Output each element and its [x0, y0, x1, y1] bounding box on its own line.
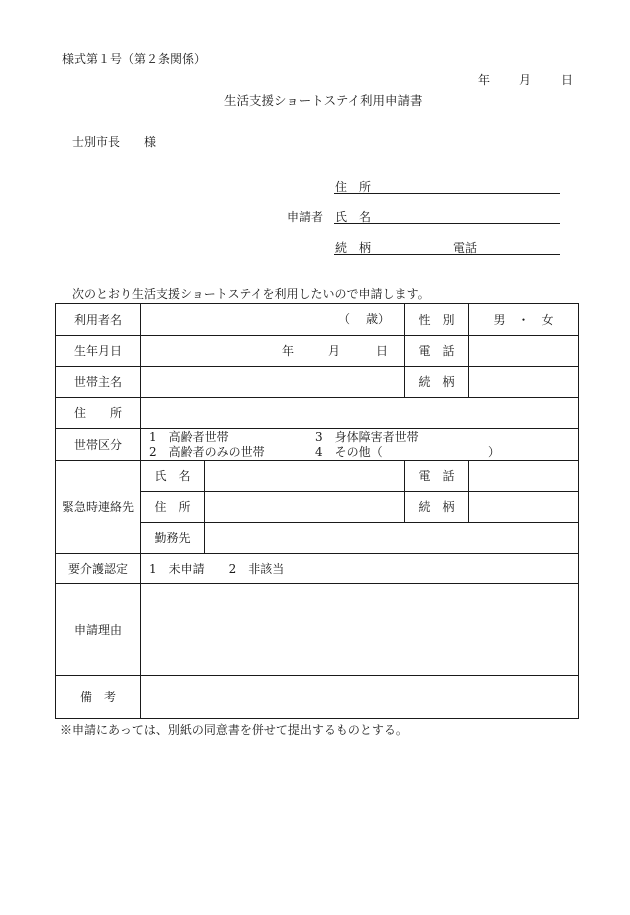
birth-month: 月: [328, 344, 341, 358]
row-emergency-name: [56, 461, 579, 492]
footnote: ※申請にあっては、別紙の同意書を併せて提出するものとする。: [60, 723, 408, 737]
remarks-label: 備 考: [56, 676, 141, 719]
row-remarks: [56, 676, 579, 719]
em-address-field[interactable]: [205, 492, 405, 523]
applicant-address-line[interactable]: [334, 193, 560, 194]
age-open: （: [338, 312, 351, 326]
household-option-4: 4 その他（: [315, 445, 383, 459]
em-phone-field[interactable]: [469, 461, 579, 492]
household-option-3: 3 身体障害者世帯: [315, 430, 419, 444]
phone-label: 電 話: [405, 336, 469, 367]
reason-label: 申請理由: [56, 584, 141, 676]
applicant-phone-label: 電話: [453, 241, 478, 255]
em-name-field[interactable]: [205, 461, 405, 492]
em-relation-field[interactable]: [469, 492, 579, 523]
householder-label: 世帯主名: [56, 367, 141, 398]
birth-field[interactable]: [141, 336, 405, 367]
row-care-cert: [56, 554, 579, 584]
row-address: [56, 398, 579, 429]
relation-label: 続 柄: [405, 367, 469, 398]
remarks-field[interactable]: [141, 676, 579, 719]
household-type-options[interactable]: [141, 429, 579, 461]
applicant-relation-phone-line[interactable]: [334, 254, 560, 255]
row-birth: [56, 336, 579, 367]
form-number: 様式第１号（第２条関係）: [62, 52, 207, 66]
applicant-label: 申請者: [287, 210, 324, 224]
care-cert-options[interactable]: 1 未申請 2 非該当: [141, 554, 579, 584]
em-work-field[interactable]: [205, 523, 579, 554]
household-type-label: 世帯区分: [56, 429, 141, 461]
user-name-label: 利用者名: [56, 304, 141, 336]
addressee: 士別市長 様: [72, 135, 157, 149]
em-work-label: 勤務先: [141, 523, 205, 554]
age-close: 歳）: [366, 312, 391, 326]
household-option-2: 2 高齢者のみの世帯: [149, 445, 265, 459]
birth-label: 生年月日: [56, 336, 141, 367]
date-day-label: 日: [561, 73, 574, 87]
em-relation-label: 続 柄: [405, 492, 469, 523]
household-option-1: 1 高齢者世帯: [149, 430, 229, 444]
date-month-label: 月: [519, 73, 532, 87]
em-address-label: 住 所: [141, 492, 205, 523]
form-title: 生活支援ショートステイ利用申請書: [224, 93, 423, 108]
household-option-4-close: ）: [488, 445, 501, 459]
applicant-name-label: 氏 名: [335, 210, 372, 224]
user-name-field[interactable]: [141, 304, 405, 336]
care-cert-label: 要介護認定: [56, 554, 141, 584]
applicant-address-label: 住 所: [335, 180, 372, 194]
reason-field[interactable]: [141, 584, 579, 676]
householder-field[interactable]: [141, 367, 405, 398]
em-phone-label: 電 話: [405, 461, 469, 492]
row-user-name: [56, 304, 579, 336]
row-household-type: [56, 429, 579, 461]
address-field[interactable]: [141, 398, 579, 429]
date-year-label: 年: [478, 73, 491, 87]
emergency-label: 緊急時連絡先: [56, 461, 141, 554]
em-name-label: 氏 名: [141, 461, 205, 492]
application-table: [55, 303, 579, 719]
applicant-name-line[interactable]: [334, 223, 560, 224]
birth-day: 日: [376, 344, 389, 358]
intro-text: 次のとおり生活支援ショートステイを利用したいので申請します。: [72, 287, 430, 301]
row-householder: [56, 367, 579, 398]
sex-options[interactable]: 男 ・ 女: [469, 304, 579, 336]
phone-field[interactable]: [469, 336, 579, 367]
address-label: 住 所: [56, 398, 141, 429]
sex-label: 性 別: [405, 304, 469, 336]
relation-field[interactable]: [469, 367, 579, 398]
birth-year: 年: [282, 344, 295, 358]
applicant-relation-label: 続 柄: [335, 241, 372, 255]
row-reason: [56, 584, 579, 676]
